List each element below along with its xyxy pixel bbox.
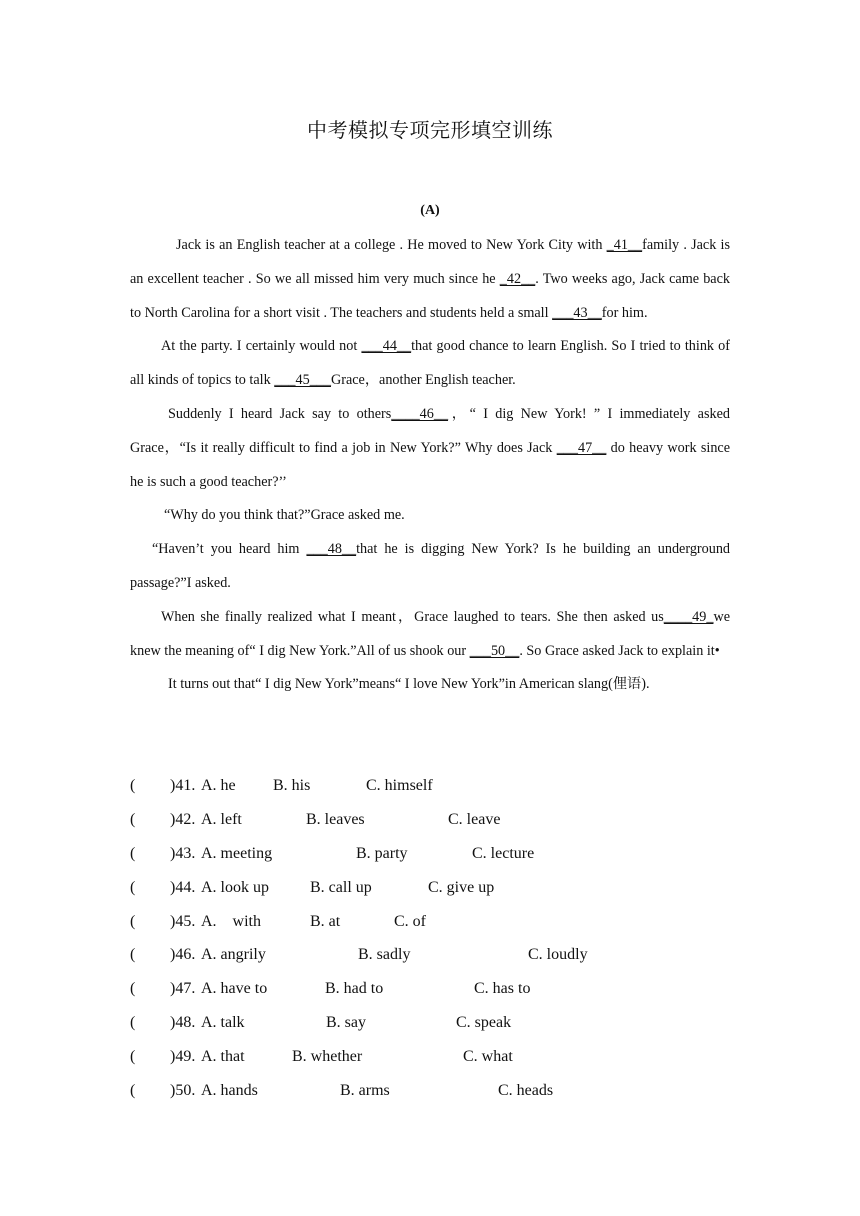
question-number: )44. (170, 878, 196, 896)
passage-text: do heavy work since he is such a good teacher?’’ (130, 439, 731, 490)
section-heading: (A) (420, 203, 440, 218)
question-number: )45. (170, 912, 196, 930)
passage-text: family . Jack is an excellent teacher . So we all missed him very much since he (130, 237, 730, 287)
passage-text: that good chance to learn English. So I tried to think of all kinds of topics to talk (130, 338, 730, 389)
question-50 (130, 1074, 730, 1108)
option-b: B. leaves (306, 810, 365, 828)
option-c: C. give up (428, 878, 495, 896)
option-a: A. look up (201, 878, 269, 896)
option-c: C. has to (474, 980, 531, 998)
question-47 (130, 972, 730, 1006)
question-44 (130, 871, 730, 905)
option-b: B. say (326, 1014, 366, 1032)
blank-50: ___50__ (469, 642, 520, 659)
option-c: C. what (463, 1048, 513, 1066)
passage-text: . Two weeks ago, Jack came back to North Carolina for a short visit . The teachers and students held a small (130, 270, 730, 321)
answer-paren: ( (130, 810, 136, 828)
answer-paren: ( (130, 878, 136, 896)
answer-paren: ( (130, 777, 136, 794)
question-number: )49. (170, 1048, 196, 1066)
page-title: 中考模拟专项完形填空训练 (307, 118, 553, 142)
question-number: )46. (170, 946, 196, 964)
cloze-passage (130, 229, 730, 702)
passage-paragraph-7: It turns out that“ I dig New York”means“ I love New York”in American slang(俚语). (168, 676, 650, 693)
question-list (130, 769, 730, 1108)
option-a: A. angrily (201, 946, 266, 964)
answer-paren: ( (130, 946, 136, 964)
option-a: A. hands (201, 1082, 258, 1100)
question-number: )47. (170, 980, 196, 998)
option-c: C. leave (448, 810, 501, 828)
passage-paragraph-2 (130, 330, 730, 398)
option-b: B. his (273, 777, 311, 794)
blank-42: _42__ (499, 270, 536, 287)
option-b: B. call up (310, 878, 372, 896)
option-b: B. had to (325, 980, 384, 998)
blank-44: ___44__ (361, 338, 412, 355)
option-c: C. loudly (528, 946, 588, 964)
option-b: B. arms (340, 1082, 390, 1100)
question-45 (130, 905, 730, 939)
option-a: A. he (201, 777, 236, 794)
passage-text: At the party. I certainly would not (161, 338, 362, 355)
option-a: A. that (201, 1048, 245, 1066)
passage-text: When she finally realized what I meant，Grace laughed to tears. She then asked us (161, 608, 664, 625)
passage-text: Grace，another English teacher. (330, 372, 516, 389)
passage-text: Jack is an English teacher at a college . He moved to New York City with (176, 237, 607, 253)
option-c: C. of (394, 912, 426, 930)
passage-text: “Haven’t you heard him (152, 541, 307, 558)
question-46 (130, 938, 730, 972)
question-number: )50. (170, 1082, 196, 1100)
passage-paragraph-1 (130, 229, 730, 330)
option-b: B. at (310, 912, 341, 930)
question-number: )48. (170, 1014, 196, 1032)
option-a: A. have to (201, 980, 268, 998)
blank-45: ___45___ (274, 372, 331, 389)
option-b: B. whether (292, 1048, 363, 1066)
passage-text: for him. (601, 304, 648, 321)
question-number: )42. (170, 810, 196, 828)
question-49 (130, 1040, 730, 1074)
passage-text: we knew the meaning of“ I dig New York.”All of us shook our (130, 608, 730, 659)
passage-paragraph-3 (130, 398, 730, 499)
question-41 (130, 769, 730, 803)
answer-paren: ( (130, 844, 136, 862)
answer-paren: ( (130, 980, 136, 998)
answer-paren: ( (130, 1082, 136, 1100)
option-c: C. lecture (472, 844, 535, 862)
passage-text: Suddenly I heard Jack say to others (168, 405, 392, 422)
question-43 (130, 837, 730, 871)
option-b: B. sadly (358, 946, 411, 964)
question-48 (130, 1006, 730, 1040)
passage-paragraph-4: “Why do you think that?”Grace asked me. (164, 507, 405, 524)
question-number: )43. (170, 844, 196, 862)
blank-41: _41__ (606, 237, 643, 253)
answer-paren: ( (130, 1014, 136, 1032)
passage-paragraph-5 (130, 533, 730, 601)
blank-49: ____49_ (663, 608, 714, 625)
passage-text: . So Grace asked Jack to explain it• (519, 642, 720, 659)
passage-text: that he is digging New York? Is he building an underground passage?”I asked. (130, 541, 731, 591)
answer-paren: ( (130, 912, 136, 930)
passage-text: ，“ I dig New York! ” I immediately asked Grace，“Is it really difficult to find a job in New York?” Why does Jack (130, 405, 730, 456)
option-c: C. heads (498, 1082, 554, 1100)
blank-47: ___47__ (556, 439, 607, 456)
option-b: B. party (356, 844, 408, 862)
option-c: C. speak (456, 1014, 512, 1032)
option-c: C. himself (366, 777, 433, 794)
option-a: A. left (201, 810, 242, 828)
option-a: A. talk (201, 1014, 245, 1032)
answer-paren: ( (130, 1048, 136, 1066)
blank-46: ____46__ (391, 405, 449, 422)
option-a: A. with (201, 912, 261, 930)
question-number: )41. (170, 777, 196, 794)
question-42 (130, 803, 730, 837)
option-a: A. meeting (201, 844, 273, 862)
blank-43: ___43__ (552, 304, 602, 321)
passage-paragraph-6 (130, 601, 730, 669)
blank-48: ___48__ (306, 541, 357, 558)
